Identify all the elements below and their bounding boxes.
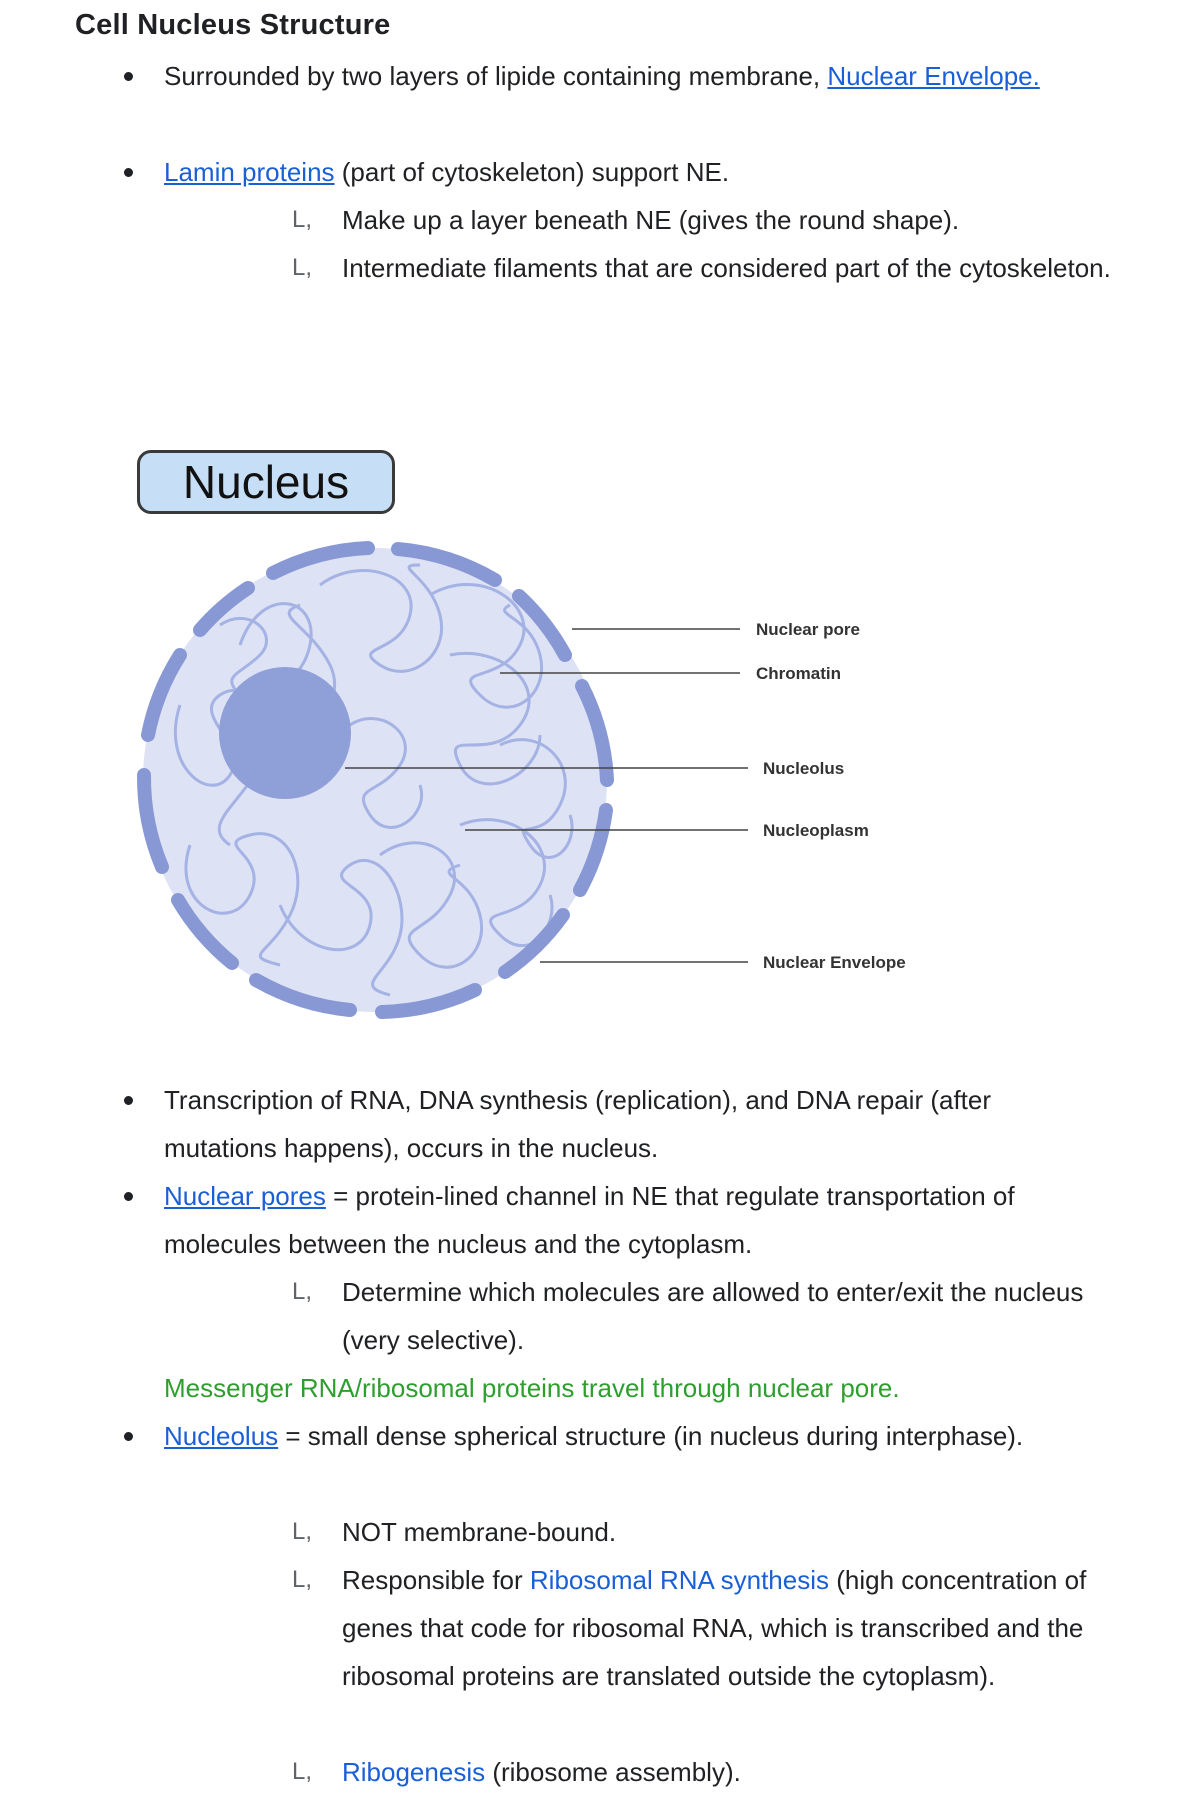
- sub-arrow-icon: L,: [292, 254, 313, 281]
- sub-item-text: NOT membrane-bound.: [342, 1517, 617, 1547]
- label-chromatin: Chromatin: [756, 664, 841, 683]
- sub-arrow-icon: L,: [292, 1566, 313, 1593]
- bullet-lamin-proteins: [164, 148, 1124, 196]
- sub-arrow-icon: L,: [292, 1758, 313, 1785]
- sub-item-text: (high concentration of genes that code for ribosomal RNA, which is transcribed and the ribosomal proteins are translated outside the cytoplasm).: [342, 1565, 1087, 1691]
- green-note: Messenger RNA/ribosomal proteins travel through nuclear pore.: [164, 1373, 900, 1403]
- bullet-nucleolus: [164, 1412, 1024, 1460]
- sub-item-text: Intermediate filaments that are considered part of the cytoskeleton.: [342, 253, 1111, 283]
- page-title: Cell Nucleus Structure: [75, 9, 391, 41]
- sub-item-ribogenesis: [292, 1748, 1122, 1796]
- sub-item-intermediate-filaments: [292, 244, 1122, 292]
- link-ribosomal-rna-synthesis[interactable]: Ribosomal RNA synthesis: [529, 1565, 830, 1595]
- sub-item-rrna-synthesis: [292, 1556, 1102, 1700]
- sub-item-text: Responsible for: [342, 1565, 530, 1595]
- bullet-text: = protein-lined channel in NE that regulate transportation of molecules between the nucleus and the cytoplasm.: [164, 1181, 1015, 1259]
- sub-arrow-icon: L,: [292, 1278, 313, 1305]
- label-nuclear-envelope: Nuclear Envelope: [763, 953, 906, 972]
- bullet-text: Surrounded by two layers of lipide containing membrane,: [164, 61, 828, 91]
- link-nuclear-pores[interactable]: Nuclear pores: [164, 1181, 326, 1211]
- link-lamin-proteins[interactable]: Lamin proteins: [164, 157, 335, 187]
- bullet-transcription: [164, 1076, 1044, 1172]
- bullet-text: (part of cytoskeleton) support NE.: [334, 157, 730, 187]
- link-nucleolus[interactable]: Nucleolus: [164, 1421, 279, 1451]
- sub-item-text: (ribosome assembly).: [485, 1757, 741, 1787]
- sub-item-text: Make up a layer beneath NE (gives the round shape).: [342, 205, 960, 235]
- sub-item-text: Determine which molecules are allowed to enter/exit the nucleus (very selective).: [342, 1277, 1084, 1355]
- nucleus-diagram: [120, 525, 940, 1055]
- link-ribogenesis[interactable]: Ribogenesis: [342, 1757, 486, 1787]
- sub-item-not-membrane: [292, 1508, 1122, 1556]
- bullet-text: = small dense spherical structure (in nucleus during interphase).: [278, 1421, 1024, 1451]
- sub-arrow-icon: L,: [292, 206, 313, 233]
- label-nucleoplasm: Nucleoplasm: [763, 821, 869, 840]
- sub-item-lamin-layer: [292, 196, 1122, 244]
- label-nuclear-pore: Nuclear pore: [756, 620, 860, 639]
- bullet-nuclear-envelope: [164, 52, 1064, 100]
- bullet-text: Transcription of RNA, DNA synthesis (replication), and DNA repair (after mutations happens), occurs in the nucleus.: [164, 1085, 992, 1163]
- label-nucleolus: Nucleolus: [763, 759, 845, 778]
- bullet-nuclear-pores: [164, 1172, 1104, 1268]
- nucleus-diagram-svg: [120, 525, 940, 1055]
- link-nuclear-envelope[interactable]: Nuclear Envelope.: [827, 61, 1040, 91]
- sub-item-selective: [292, 1268, 1132, 1364]
- nucleolus-shape: [219, 667, 351, 799]
- diagram-title-box: Nucleus: [137, 450, 395, 514]
- sub-arrow-icon: L,: [292, 1518, 313, 1545]
